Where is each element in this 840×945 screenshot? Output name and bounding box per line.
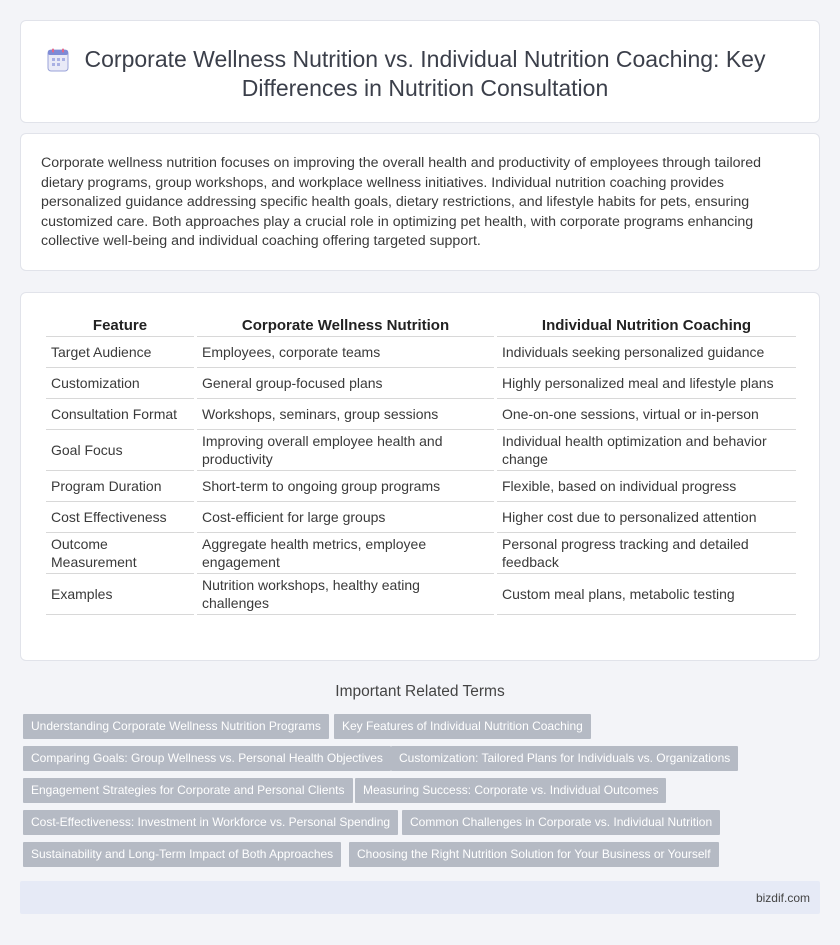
corporate-cell: Aggregate health metrics, employee engagement [197,533,494,574]
feature-cell: Customization [46,368,194,399]
header-individual: Individual Nutrition Coaching [497,317,796,337]
individual-cell: Individual health optimization and behavior change [497,430,796,471]
page-title: Corporate Wellness Nutrition vs. Individual Nutrition Coaching: Key Differences in Nutrition Consultation [84,46,766,101]
table-row [46,502,796,533]
related-term-tag[interactable]: Sustainability and Long-Term Impact of Both Approaches [23,842,341,867]
comparison-table-card [20,292,820,661]
intro-card [20,133,820,271]
table-row [46,337,796,368]
footer-site-name: bizdif.com [755,891,810,905]
table-row [46,471,796,502]
feature-cell: Examples [46,574,194,615]
individual-cell: Individuals seeking personalized guidance [497,337,796,368]
corporate-cell: Nutrition workshops, healthy eating challenges [197,574,494,615]
feature-cell: Target Audience [46,337,194,368]
related-term-tag[interactable]: Key Features of Individual Nutrition Coaching [334,714,591,739]
individual-cell: Higher cost due to personalized attention [497,502,796,533]
feature-cell: Outcome Measurement [46,533,194,574]
table-row [46,430,796,471]
table-row [46,368,796,399]
corporate-cell: General group-focused plans [197,368,494,399]
corporate-cell: Workshops, seminars, group sessions [197,399,494,430]
feature-cell: Goal Focus [46,430,194,471]
related-term-tag[interactable]: Choosing the Right Nutrition Solution for Your Business or Yourself [349,842,719,867]
footer [20,881,820,914]
individual-cell: Flexible, based on individual progress [497,471,796,502]
table-row [46,533,796,574]
header-corporate: Corporate Wellness Nutrition [197,317,494,337]
corporate-cell: Improving overall employee health and productivity [197,430,494,471]
table-header-row [46,317,796,337]
related-term-tag[interactable]: Engagement Strategies for Corporate and Personal Clients [23,778,353,803]
related-term-tag[interactable]: Cost-Effectiveness: Investment in Workforce vs. Personal Spending [23,810,398,835]
individual-cell: Highly personalized meal and lifestyle plans [497,368,796,399]
related-terms-title: Important Related Terms [335,683,505,700]
header-feature: Feature [46,317,194,337]
intro-paragraph: Corporate wellness nutrition focuses on improving the overall health and productivity of employees through tailored dietary programs, group workshops, and workplace wellness initiatives. Individual nutrition coaching provides personalized guidance addressing specific health goals, dietary restrictions, and lifestyle habits for pets, ensuring customized care. Both approaches play a crucial role in optimizing pet health, with corporate programs enhancing collective well-being and individual coaching offering targeted support. [41,155,762,250]
comparison-table [43,317,799,615]
individual-cell: One-on-one sessions, virtual or in-person [497,399,796,430]
related-term-tag[interactable]: Comparing Goals: Group Wellness vs. Personal Health Objectives [23,746,391,771]
corporate-cell: Cost-efficient for large groups [197,502,494,533]
feature-cell: Program Duration [46,471,194,502]
related-term-tag[interactable]: Customization: Tailored Plans for Individuals vs. Organizations [391,746,738,771]
individual-cell: Personal progress tracking and detailed feedback [497,533,796,574]
feature-cell: Cost Effectiveness [46,502,194,533]
related-term-tag[interactable]: Measuring Success: Corporate vs. Individual Outcomes [355,778,666,803]
individual-cell: Custom meal plans, metabolic testing [497,574,796,615]
feature-cell: Consultation Format [46,399,194,430]
related-term-tag[interactable]: Understanding Corporate Wellness Nutrition Programs [23,714,329,739]
corporate-cell: Employees, corporate teams [197,337,494,368]
table-row [46,574,796,615]
related-term-tag[interactable]: Common Challenges in Corporate vs. Individual Nutrition [402,810,720,835]
header-card [20,20,820,123]
table-row [46,399,796,430]
corporate-cell: Short-term to ongoing group programs [197,471,494,502]
